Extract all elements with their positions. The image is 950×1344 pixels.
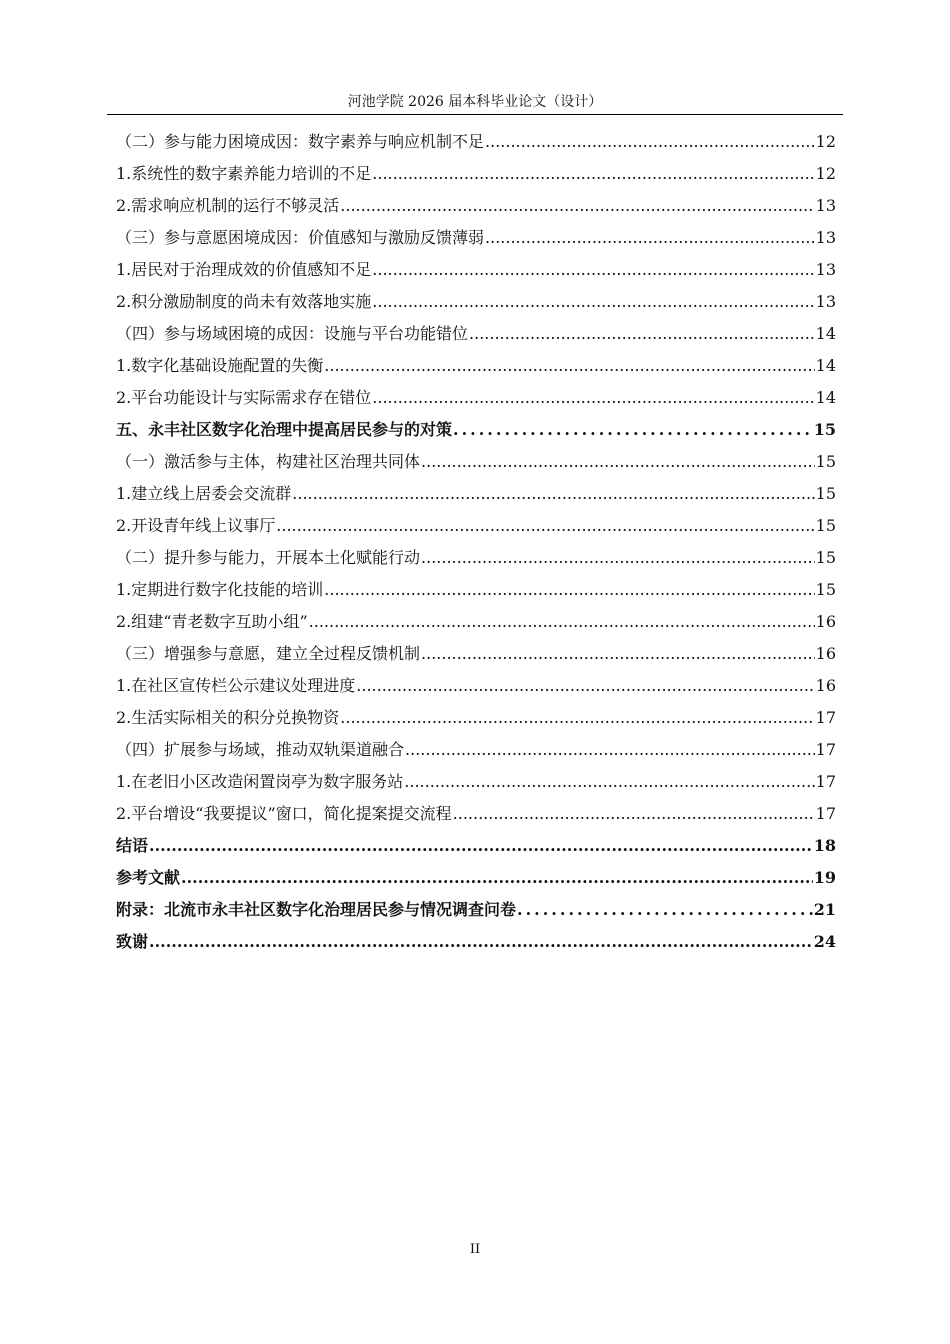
toc-entry-page: 13: [815, 228, 836, 247]
toc-entry-page: 13: [815, 196, 836, 215]
toc-entry-page: 19: [813, 868, 836, 887]
toc-entry-title: 1.数字化基础设施配置的失衡: [116, 356, 324, 375]
toc-entry-page: 17: [815, 772, 836, 791]
toc-leader-dots: [309, 606, 815, 638]
header-rule: [107, 114, 843, 115]
toc-entry-title: 附录：北流市永丰社区数字化治理居民参与情况调查问卷: [116, 900, 517, 919]
toc-entry-title: （四）参与场域困境的成因：设施与平台功能错位: [116, 324, 469, 343]
toc-entry-title: （四）扩展参与场域，推动双轨渠道融合: [116, 740, 405, 759]
toc-entry-title: 2.积分激励制度的尚未有效落地实施: [116, 292, 372, 311]
toc-leader-dots: [421, 542, 815, 574]
toc-entry[interactable]: [116, 574, 836, 606]
toc-leader-dots: [149, 926, 813, 958]
toc-leader-dots: [276, 510, 814, 542]
toc-leader-dots: [149, 830, 813, 862]
toc-entry-title: 致谢: [116, 932, 149, 951]
toc-entry-page: 17: [815, 740, 836, 759]
toc-entry-page: 12: [815, 164, 836, 183]
toc-entry[interactable]: [116, 702, 836, 734]
toc-entry-page: 18: [813, 836, 836, 855]
toc-entry-title: （一）激活参与主体，构建社区治理共同体: [116, 452, 421, 471]
toc-entry[interactable]: [116, 734, 836, 766]
toc-entry-page: 15: [813, 420, 836, 439]
running-header: 河池学院 2026 届本科毕业论文（设计）: [347, 94, 603, 110]
toc-entry[interactable]: [116, 798, 836, 830]
toc-leader-dots: [324, 574, 814, 606]
toc-entry-page: 15: [815, 516, 836, 535]
toc-leader-dots: [517, 894, 813, 926]
toc-entry-title: （二）提升参与能力，开展本土化赋能行动: [116, 548, 421, 567]
toc-leader-dots: [372, 158, 814, 190]
toc-entry[interactable]: [116, 286, 836, 318]
toc-entry[interactable]: [116, 766, 836, 798]
toc-leader-dots: [404, 766, 814, 798]
toc-leader-dots: [453, 798, 815, 830]
toc-entry-title: 1.在老旧小区改造闲置岗亭为数字服务站: [116, 772, 404, 791]
toc-entry[interactable]: [116, 510, 836, 542]
toc-entry-title: 1.系统性的数字素养能力培训的不足: [116, 164, 372, 183]
toc-entry-page: 15: [815, 580, 836, 599]
table-of-contents: [116, 126, 836, 958]
page-number: II: [469, 1242, 481, 1257]
toc-entry-page: 15: [815, 484, 836, 503]
toc-leader-dots: [181, 862, 813, 894]
toc-entry-title: （三）参与意愿困境成因：价值感知与激励反馈薄弱: [116, 228, 485, 247]
toc-entry-page: 17: [815, 708, 836, 727]
toc-entry[interactable]: [116, 190, 836, 222]
toc-leader-dots: [340, 702, 814, 734]
toc-entry[interactable]: [116, 222, 836, 254]
toc-entry[interactable]: [116, 446, 836, 478]
toc-leader-dots: [421, 638, 815, 670]
toc-leader-dots: [372, 382, 814, 414]
toc-entry[interactable]: [116, 606, 836, 638]
toc-entry-title: 2.生活实际相关的积分兑换物资: [116, 708, 340, 727]
toc-entry-title: 五、永丰社区数字化治理中提高居民参与的对策: [116, 420, 453, 439]
toc-leader-dots: [292, 478, 814, 510]
toc-entry-title: （三）增强参与意愿，建立全过程反馈机制: [116, 644, 421, 663]
toc-entry-page: 14: [815, 388, 836, 407]
toc-entry[interactable]: [116, 670, 836, 702]
toc-entry-page: 14: [815, 324, 836, 343]
toc-entry-page: 21: [813, 900, 836, 919]
toc-entry-title: 参考文献: [116, 868, 181, 887]
toc-entry-page: 17: [815, 804, 836, 823]
toc-leader-dots: [485, 222, 815, 254]
toc-entry-page: 13: [815, 292, 836, 311]
toc-leader-dots: [453, 414, 813, 446]
toc-entry-title: 1.居民对于治理成效的价值感知不足: [116, 260, 372, 279]
toc-entry-page: 15: [815, 548, 836, 567]
toc-entry-title: 2.需求响应机制的运行不够灵活: [116, 196, 340, 215]
toc-entry-title: 2.开设青年线上议事厅: [116, 516, 276, 535]
toc-entry-title: 2.平台增设“我要提议”窗口，简化提案提交流程: [116, 804, 452, 823]
toc-leader-dots: [421, 446, 815, 478]
toc-entry[interactable]: [116, 638, 836, 670]
toc-entry[interactable]: [116, 126, 836, 158]
toc-entry-title: 1.建立线上居委会交流群: [116, 484, 292, 503]
toc-entry[interactable]: [116, 158, 836, 190]
toc-entry-page: 16: [815, 612, 836, 631]
toc-chapter-entry[interactable]: [116, 894, 836, 926]
toc-leader-dots: [372, 286, 814, 318]
toc-chapter-entry[interactable]: [116, 926, 836, 958]
toc-entry-title: 1.在社区宣传栏公示建议处理进度: [116, 676, 356, 695]
toc-entry-page: 15: [815, 452, 836, 471]
toc-entry[interactable]: [116, 318, 836, 350]
toc-leader-dots: [340, 190, 814, 222]
toc-entry-page: 14: [815, 356, 836, 375]
toc-entry[interactable]: [116, 350, 836, 382]
toc-entry[interactable]: [116, 382, 836, 414]
toc-entry-page: 12: [815, 132, 836, 151]
toc-leader-dots: [485, 126, 815, 158]
toc-entry-page: 24: [813, 932, 836, 951]
toc-entry[interactable]: [116, 254, 836, 286]
toc-entry-page: 13: [815, 260, 836, 279]
toc-entry-page: 16: [815, 644, 836, 663]
toc-chapter-entry[interactable]: [116, 414, 836, 446]
toc-entry-title: 2.组建“青老数字互助小组”: [116, 612, 308, 631]
toc-entry-title: 1.定期进行数字化技能的培训: [116, 580, 324, 599]
toc-entry[interactable]: [116, 542, 836, 574]
toc-leader-dots: [324, 350, 814, 382]
toc-entry-title: 结语: [116, 836, 149, 855]
toc-leader-dots: [469, 318, 815, 350]
toc-leader-dots: [405, 734, 815, 766]
toc-entry[interactable]: [116, 478, 836, 510]
toc-entry-title: 2.平台功能设计与实际需求存在错位: [116, 388, 372, 407]
toc-leader-dots: [356, 670, 814, 702]
toc-leader-dots: [372, 254, 814, 286]
toc-chapter-entry[interactable]: [116, 830, 836, 862]
toc-entry-page: 16: [815, 676, 836, 695]
toc-chapter-entry[interactable]: [116, 862, 836, 894]
toc-entry-title: （二）参与能力困境成因：数字素养与响应机制不足: [116, 132, 485, 151]
